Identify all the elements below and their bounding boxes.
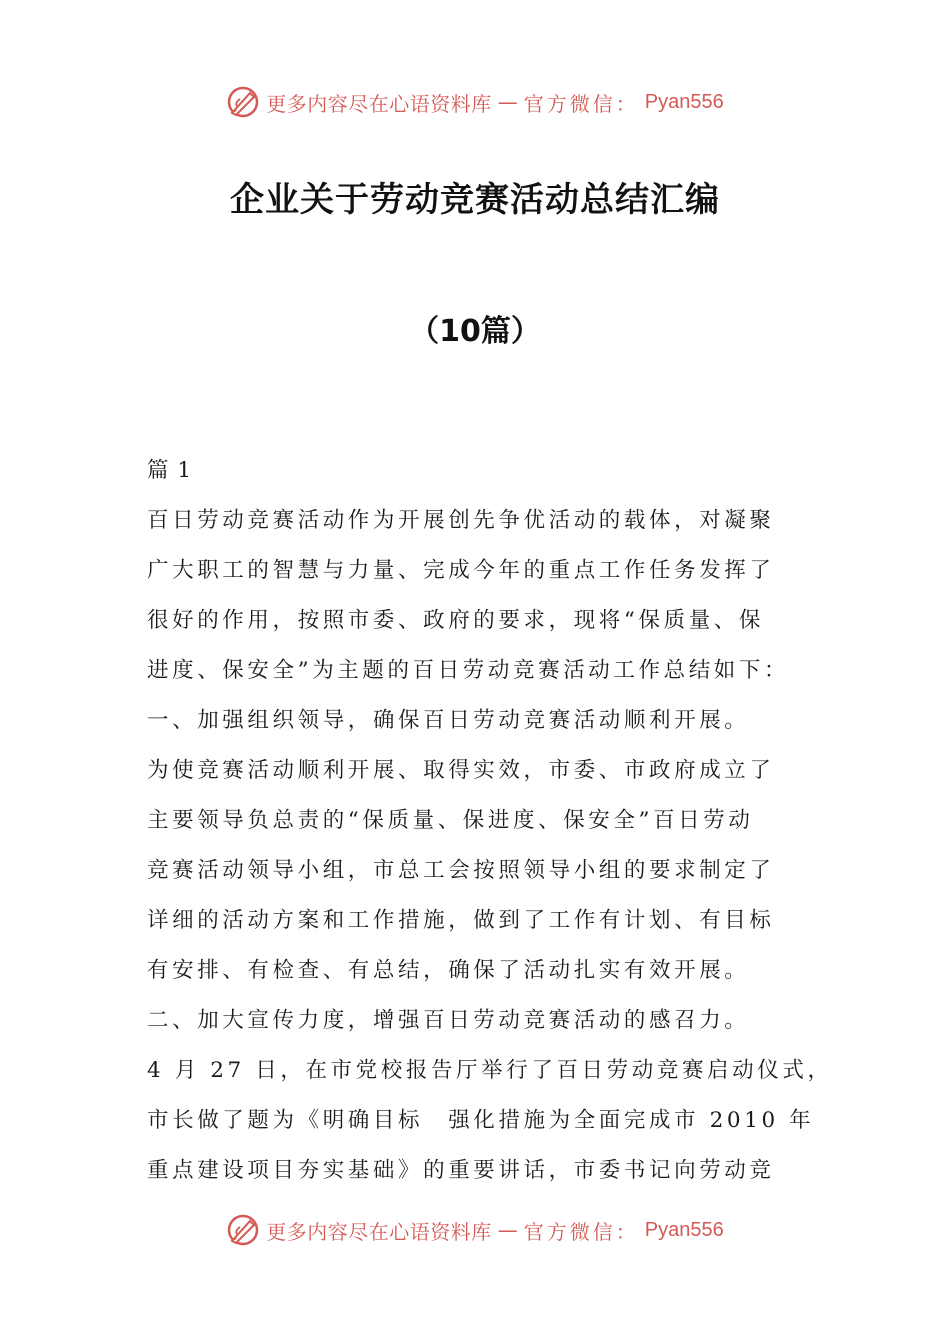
body-line: 为使竞赛活动顺利开展、取得实效，市委、市政府成立了 <box>147 758 775 783</box>
document-subtitle: （10篇） <box>409 314 541 349</box>
document-body <box>147 446 833 1196</box>
watermark-handle: Pyan556 <box>644 90 724 113</box>
body-line: 4 月 27 日，在市党校报告厅举行了百日劳动竞赛启动仪式， <box>147 1058 833 1083</box>
watermark-text: 更多内容尽在心语资料库 <box>266 1219 492 1244</box>
body-line: 详细的活动方案和工作措施，做到了工作有计划、有目标 <box>147 908 775 933</box>
document-title: 企业关于劳动竞赛活动总结汇编 <box>230 180 720 220</box>
section-heading: 一、加强组织领导，确保百日劳动竞赛活动顺利开展。 <box>147 708 750 733</box>
section-heading: 二、加大宣传力度，增强百日劳动竞赛活动的感召力。 <box>147 1008 750 1033</box>
body-line: 很好的作用，按照市委、政府的要求，现将“保质量、保 <box>147 608 764 633</box>
watermark-text: 更多内容尽在心语资料库 <box>266 91 492 116</box>
body-line: 有安排、有检查、有总结，确保了活动扎实有效开展。 <box>147 958 750 983</box>
watermark-wechat-label: 官方微信： <box>523 91 639 116</box>
watermark-handle: Pyan556 <box>644 1218 724 1241</box>
watermark-banner-top <box>0 82 950 122</box>
body-line: 主要领导负总责的“保质量、保进度、保安全”百日劳动 <box>147 808 754 833</box>
body-line: 重点建设项目夯实基础》的重要讲话，市委书记向劳动竞 <box>147 1158 775 1183</box>
section-label: 篇 1 <box>147 458 193 483</box>
watermark-separator: — <box>497 90 518 114</box>
watermark-banner-bottom <box>0 1210 950 1250</box>
body-line: 进度、保安全”为主题的百日劳动竞赛活动工作总结如下： <box>147 658 790 683</box>
body-line: 市长做了题为《明确目标 强化措施为全面完成市 2010 年 <box>147 1108 815 1133</box>
pen-logo-icon <box>226 85 260 119</box>
body-line: 广大职工的智慧与力量、完成今年的重点工作任务发挥了 <box>147 558 775 583</box>
body-line: 竞赛活动领导小组，市总工会按照领导小组的要求制定了 <box>147 858 775 883</box>
body-line: 百日劳动竞赛活动作为开展创先争优活动的载体，对凝聚 <box>147 508 775 533</box>
pen-logo-icon <box>226 1213 260 1247</box>
watermark-separator: — <box>497 1218 518 1242</box>
watermark-wechat-label: 官方微信： <box>523 1219 639 1244</box>
